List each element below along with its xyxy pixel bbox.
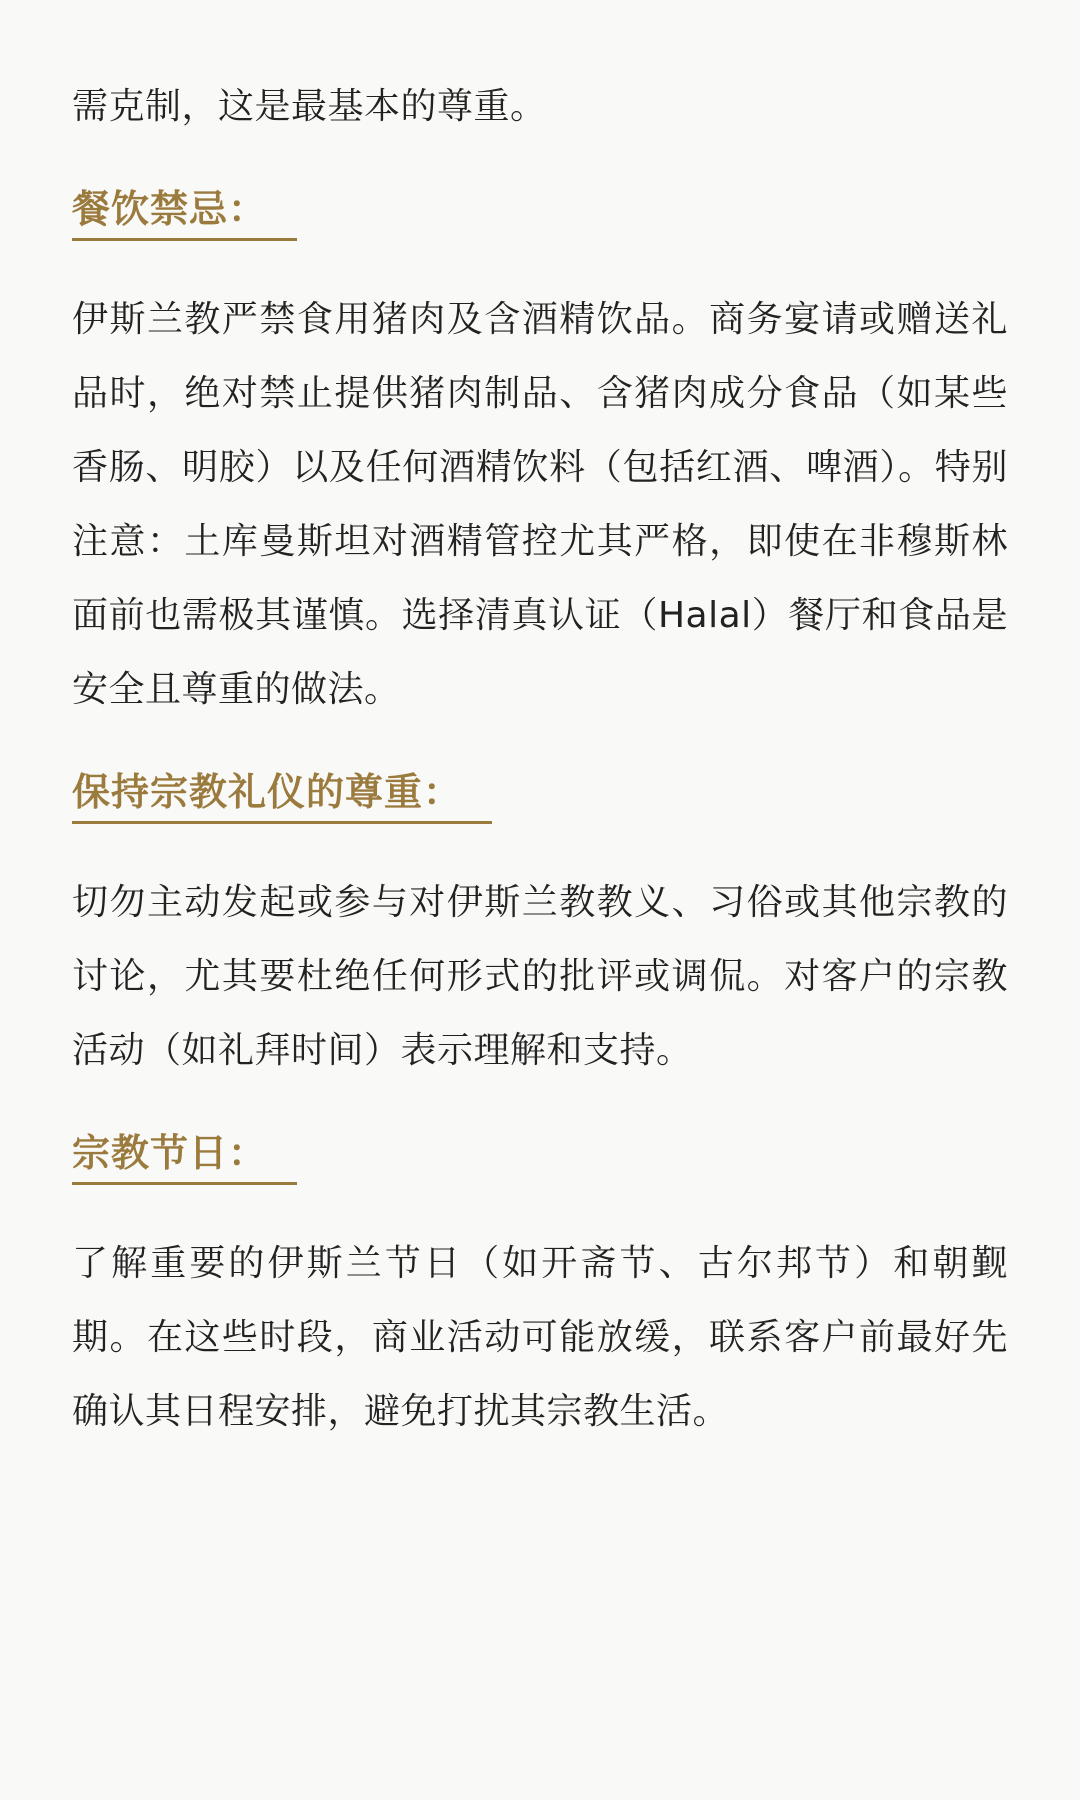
section-body-religious-etiquette: 切勿主动发起或参与对伊斯兰教教义、习俗或其他宗教的讨论，尤其要杜绝任何形式的批评或调侃。对客户的宗教活动（如礼拜时间）表示理解和支持。 <box>72 882 1008 1071</box>
section-etiquette-heading-wrap <box>72 769 1008 824</box>
section-dietary-heading-wrap <box>72 186 1008 241</box>
section-title-religious-etiquette: 保持宗教礼仪的尊重： <box>72 769 492 824</box>
section-body-dietary-taboos: 伊斯兰教严禁食用猪肉及含酒精饮品。商务宴请或赠送礼品时，绝对禁止提供猪肉制品、含猪肉成分食品（如某些香肠、明胶）以及任何酒精饮料（包括红酒、啤酒）。特别注意：土库曼斯坦对酒精管控尤其严格，即使在非穆斯林面前也需极其谨慎。选择清真认证（Halal）餐厅和食品是安全且尊重的做法。 <box>72 299 1008 710</box>
section-holidays-heading-wrap <box>72 1130 1008 1185</box>
section-title-religious-holidays: 宗教节日： <box>72 1130 297 1185</box>
intro-paragraph-tail: 需克制，这是最基本的尊重。 <box>72 86 547 127</box>
section-body-religious-holidays: 了解重要的伊斯兰节日（如开斋节、古尔邦节）和朝觐期。在这些时段，商业活动可能放缓，联系客户前最好先确认其日程安排，避免打扰其宗教生活。 <box>72 1243 1008 1432</box>
section-title-dietary-taboos: 餐饮禁忌： <box>72 186 297 241</box>
